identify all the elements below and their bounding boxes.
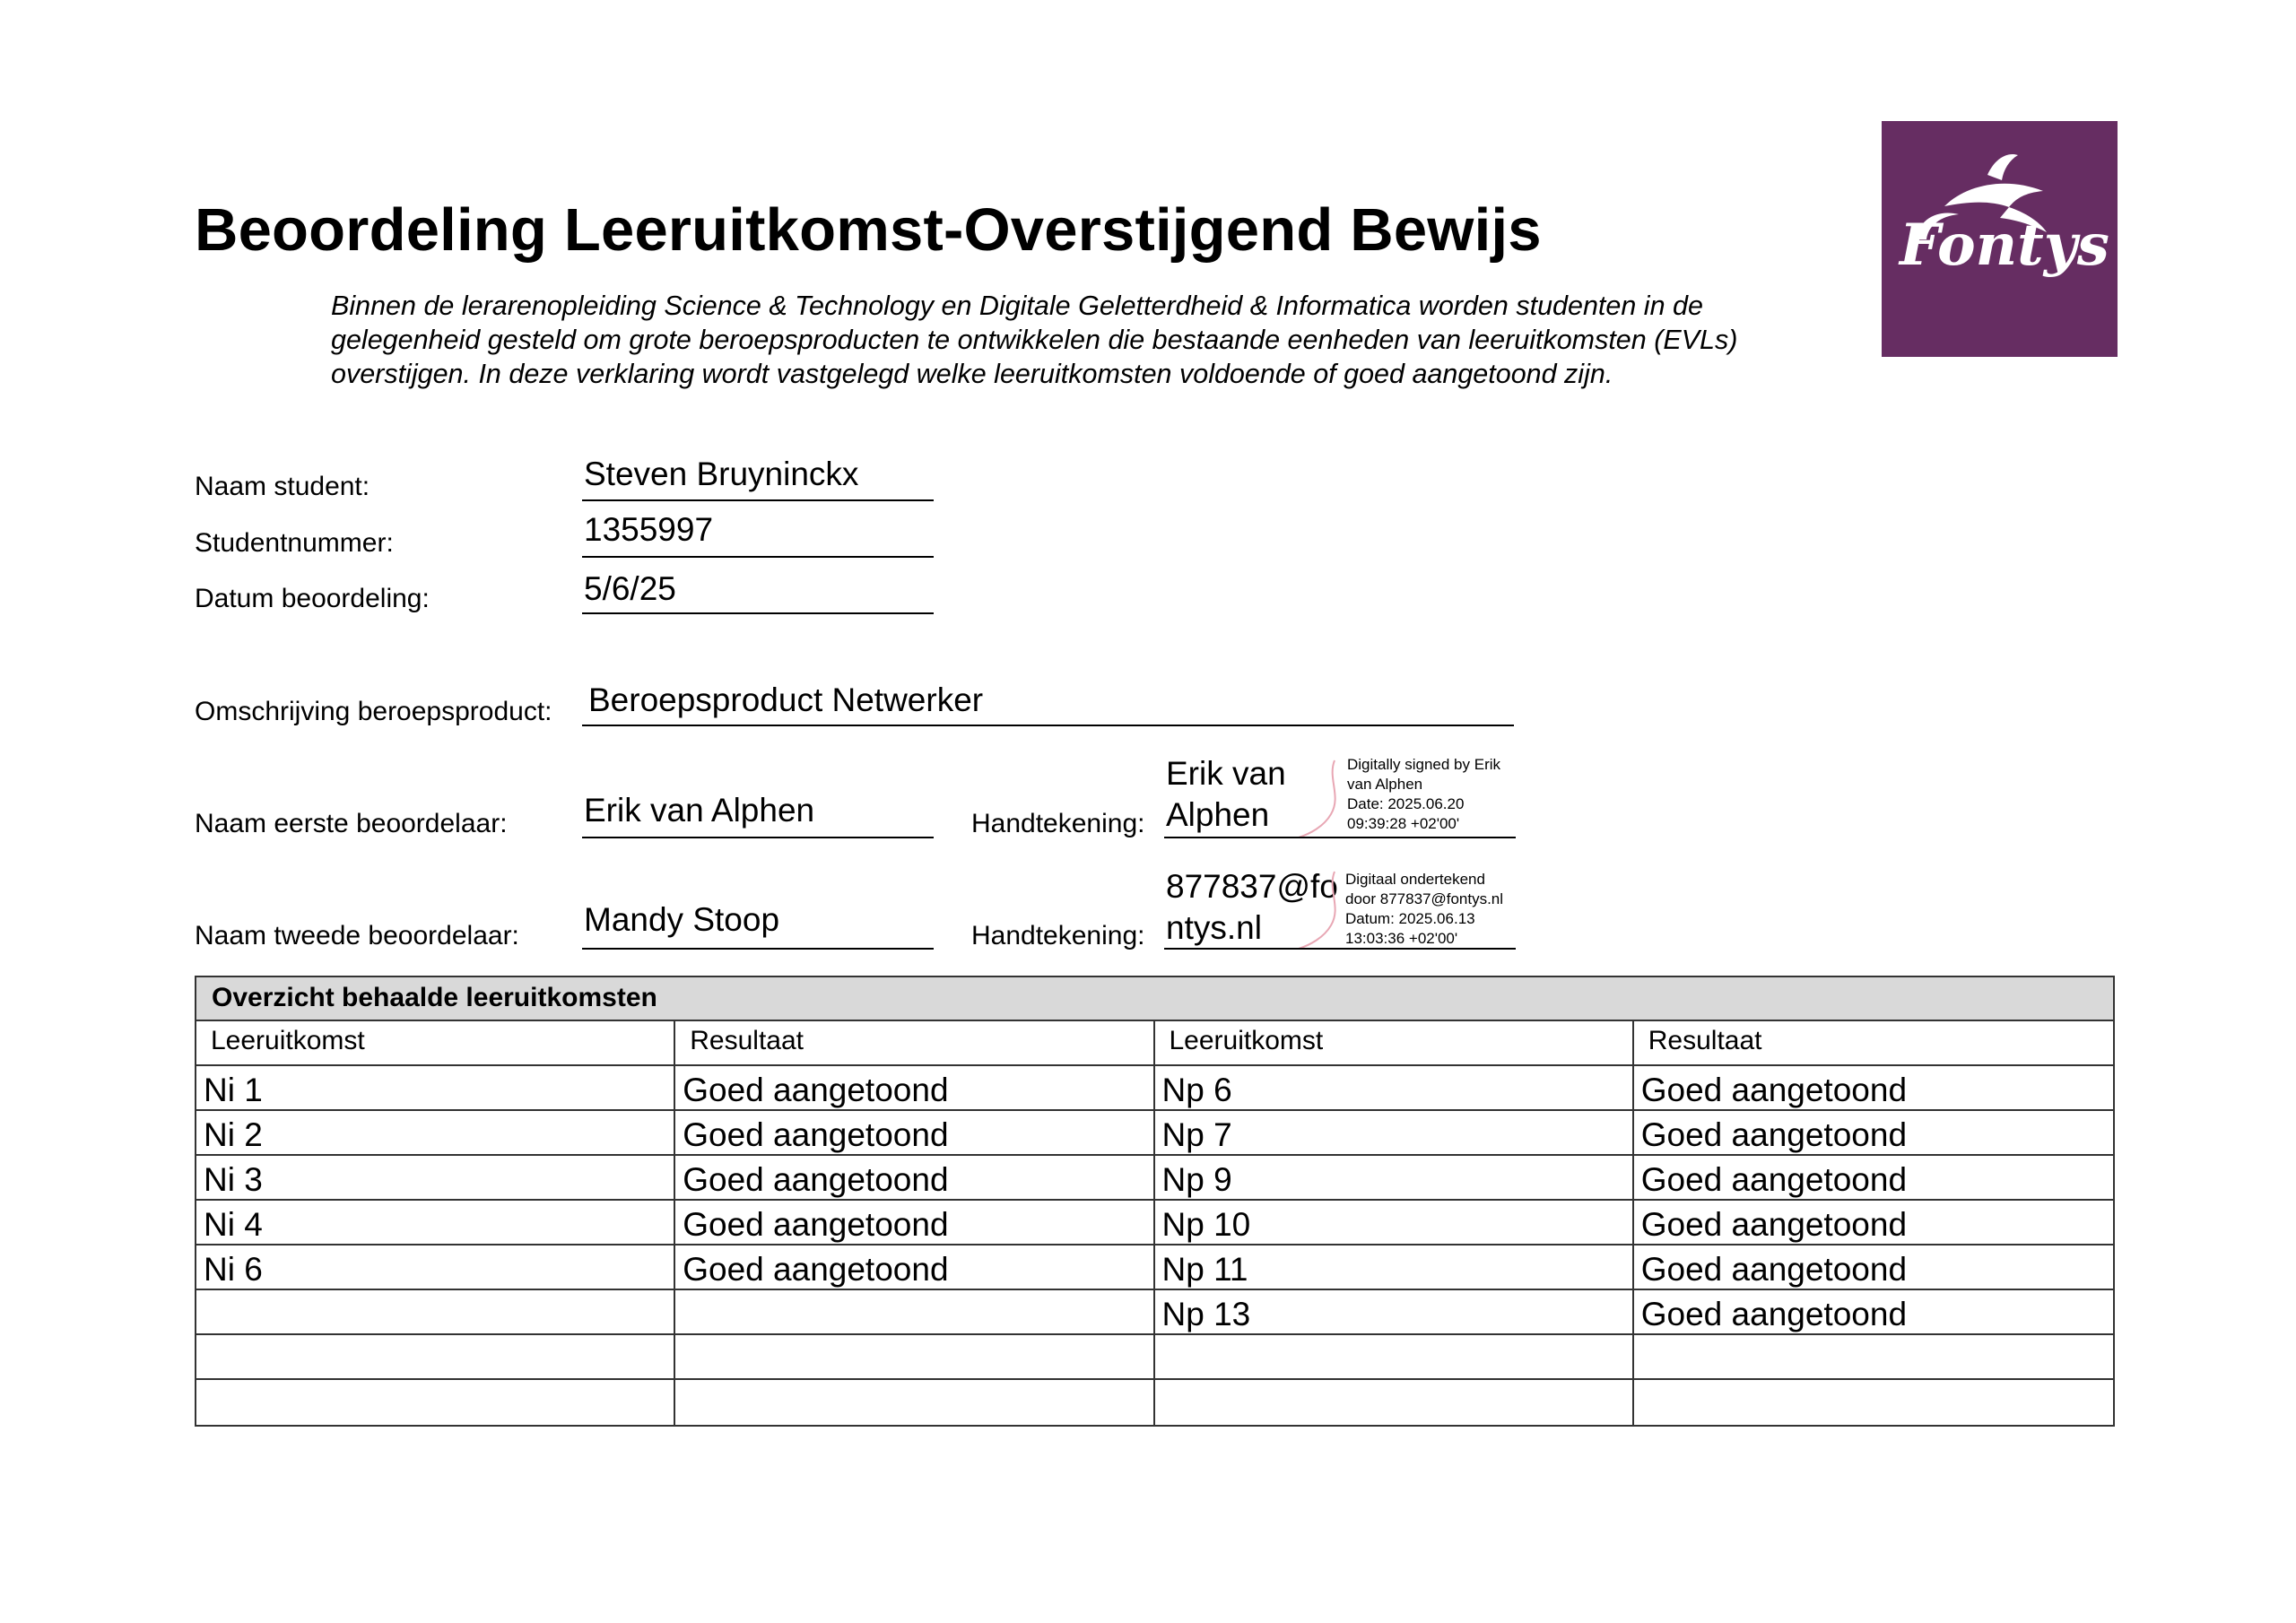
table-cell: Ni 2 xyxy=(196,1111,675,1154)
table-cell xyxy=(196,1290,675,1333)
underline xyxy=(582,725,1514,726)
table-cell xyxy=(675,1335,1154,1378)
table-cell: Np 9 xyxy=(1155,1156,1634,1199)
table-row xyxy=(196,1111,2113,1156)
signature-name-line: Erik van xyxy=(1166,755,1286,792)
table-cell: Np 10 xyxy=(1155,1201,1634,1244)
column-header: Leeruitkomst xyxy=(1155,1021,1634,1064)
table-cell: Np 7 xyxy=(1155,1111,1634,1154)
date-label: Datum beoordeling: xyxy=(195,584,430,613)
underline xyxy=(1164,948,1516,950)
table-row xyxy=(196,1380,2113,1425)
table-cell: Np 11 xyxy=(1155,1245,1634,1289)
second-assessor-value: Mandy Stoop xyxy=(584,901,780,938)
first-signature-label: Handtekening: xyxy=(971,809,1145,838)
second-signature-label: Handtekening: xyxy=(971,921,1145,950)
student-name-label: Naam student: xyxy=(195,472,370,501)
product-value: Beroepsproduct Netwerker xyxy=(588,681,984,718)
table-row xyxy=(196,1066,2113,1111)
table-cell xyxy=(675,1380,1154,1425)
underline xyxy=(582,499,934,501)
overview-table xyxy=(195,976,2115,1427)
table-cell xyxy=(196,1335,675,1378)
table-header-row xyxy=(196,1021,2113,1066)
table-cell: Goed aangetoond xyxy=(675,1201,1154,1244)
table-title: Overzicht behaalde leeruitkomsten xyxy=(196,977,2113,1021)
column-header: Resultaat xyxy=(675,1021,1154,1064)
underline xyxy=(582,612,934,614)
table-cell xyxy=(675,1290,1154,1333)
table-row xyxy=(196,1201,2113,1245)
table-cell: Goed aangetoond xyxy=(1640,1116,1908,1153)
intro-line: Binnen de lerarenopleiding Science & Technology en Digitale Geletterdheid & Informatica worden studenten in de xyxy=(331,291,1703,321)
table-cell: Goed aangetoond xyxy=(1640,1251,1908,1288)
column-header: Resultaat xyxy=(1648,1026,1762,1055)
second-signature-meta: Digitaal ondertekend door 877837@fontys.nl Datum: 2025.06.13 13:03:36 +02'00' xyxy=(1345,871,1504,947)
table-cell: Ni 1 xyxy=(196,1066,675,1109)
signature-name-line: Alphen xyxy=(1166,796,1270,833)
table-cell: Goed aangetoond xyxy=(675,1245,1154,1289)
table-row xyxy=(196,1335,2113,1380)
second-assessor-label: Naam tweede beoordelaar: xyxy=(195,921,519,950)
table-cell: Goed aangetoond xyxy=(675,1066,1154,1109)
table-cell xyxy=(196,1380,675,1425)
underline xyxy=(582,837,934,838)
student-name-value: Steven Bruyninckx xyxy=(584,456,859,492)
table-cell: Ni 3 xyxy=(196,1156,675,1199)
underline xyxy=(582,556,934,558)
intro-line: overstijgen. In deze verklaring wordt vastgelegd welke leeruitkomsten voldoende of goed aangetoond zijn. xyxy=(331,359,1613,389)
table-cell: Goed aangetoond xyxy=(1640,1206,1908,1243)
table-cell: Np 13 xyxy=(1155,1290,1634,1333)
fontys-logo xyxy=(1882,121,2118,357)
student-number-value: 1355997 xyxy=(584,511,714,548)
table-cell: Goed aangetoond xyxy=(1640,1072,1908,1108)
signature-mark-icon xyxy=(1292,751,1354,841)
table-cell xyxy=(1155,1380,1634,1425)
intro-text xyxy=(331,289,1820,391)
product-label: Omschrijving beroepsproduct: xyxy=(195,697,552,726)
underline xyxy=(582,948,934,950)
table-cell: Goed aangetoond xyxy=(1640,1161,1908,1198)
table-cell: Goed aangetoond xyxy=(675,1111,1154,1154)
table-row xyxy=(196,1156,2113,1201)
first-assessor-label: Naam eerste beoordelaar: xyxy=(195,809,508,838)
student-number-label: Studentnummer: xyxy=(195,528,394,558)
intro-line: gelegenheid gesteld om grote beroepsproducten te ontwikkelen die bestaande eenheden van leeruitkomsten (EVLs) xyxy=(331,325,1738,355)
table-row xyxy=(196,1245,2113,1290)
column-header: Leeruitkomst xyxy=(196,1021,675,1064)
table-cell: Np 6 xyxy=(1155,1066,1634,1109)
logo-text: Fontys xyxy=(1900,212,2109,279)
first-assessor-value: Erik van Alphen xyxy=(584,792,815,829)
page-title: Beoordeling Leeruitkomst-Overstijgend Bewijs xyxy=(195,196,1542,264)
table-row xyxy=(196,1290,2113,1335)
table-cell: Goed aangetoond xyxy=(675,1156,1154,1199)
table-cell xyxy=(1155,1335,1634,1378)
table-cell: Ni 4 xyxy=(196,1201,675,1244)
signature-name-line: ntys.nl xyxy=(1166,909,1262,946)
date-value: 5/6/25 xyxy=(584,570,676,607)
table-cell xyxy=(1634,1380,2113,1425)
first-signature xyxy=(1166,753,1286,836)
table-cell xyxy=(1634,1335,2113,1378)
first-signature-meta: Digitally signed by Erik van Alphen Date: 2025.06.20 09:39:28 +02'00' xyxy=(1347,756,1501,832)
underline xyxy=(1164,837,1516,838)
table-cell: Goed aangetoond xyxy=(1640,1296,1908,1332)
signature-name-line: 877837@fo xyxy=(1166,868,1338,905)
table-cell: Ni 6 xyxy=(196,1245,675,1289)
